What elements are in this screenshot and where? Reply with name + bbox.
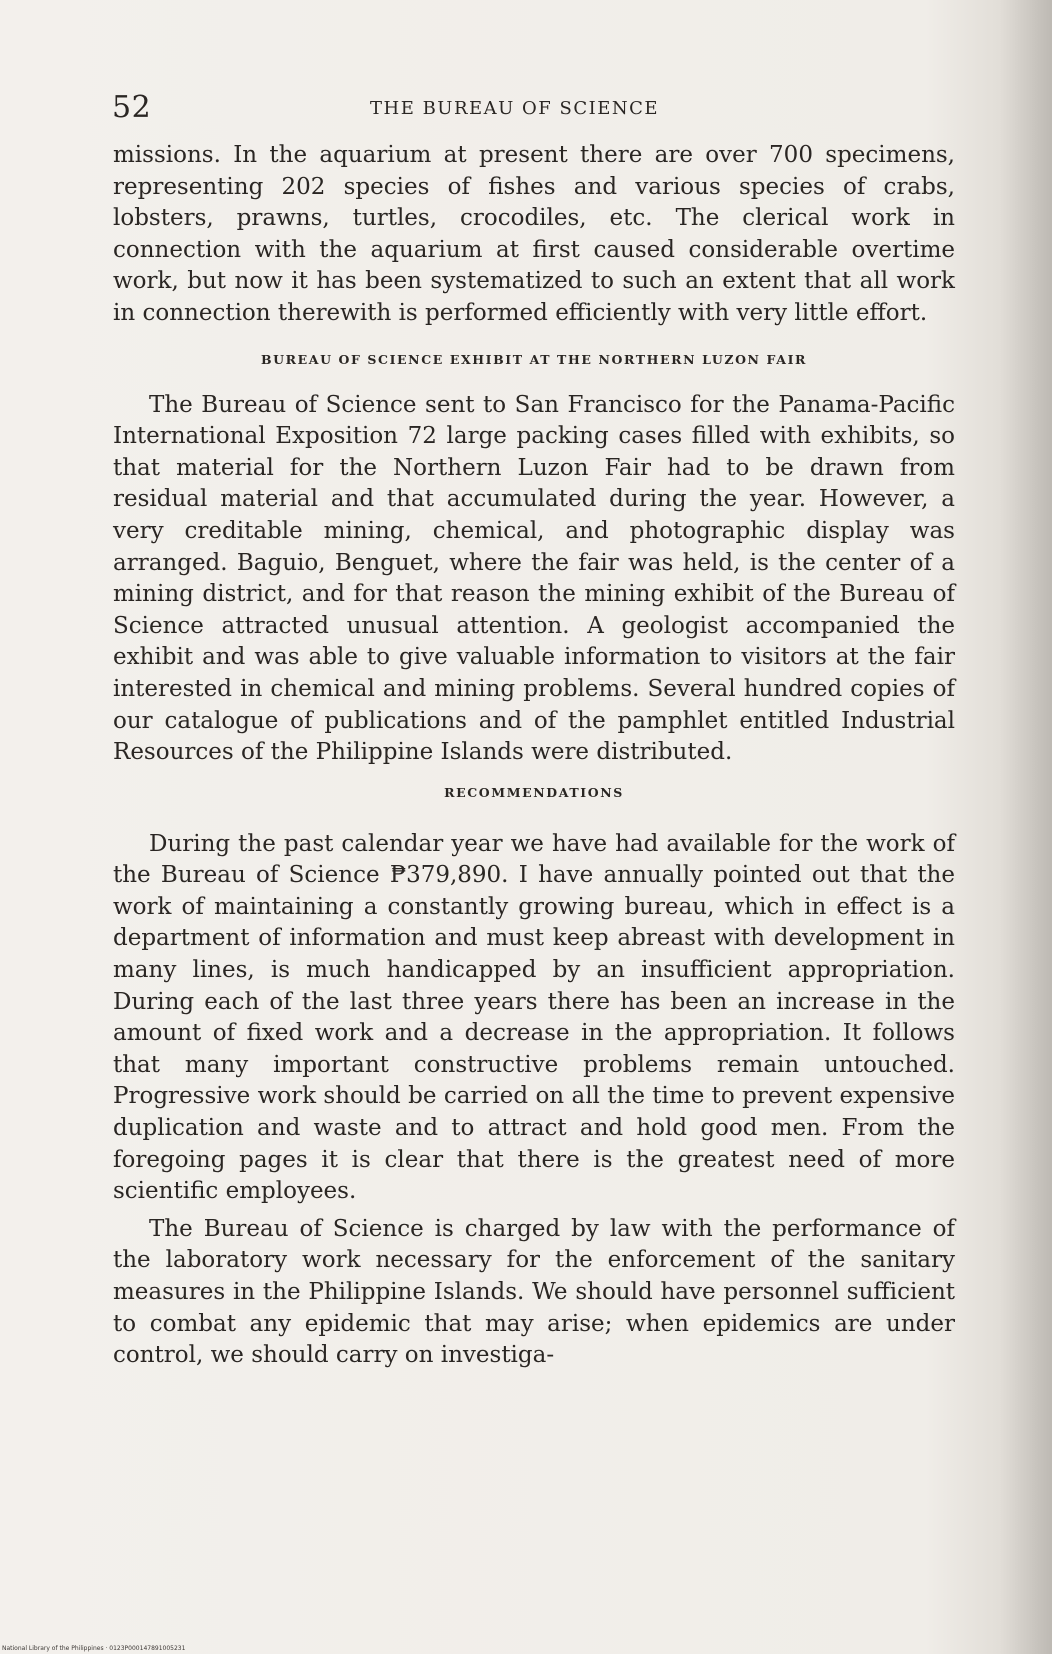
running-title: THE BUREAU OF SCIENCE <box>370 98 660 119</box>
paragraph-exhibit: The Bureau of Science sent to San Francisco for the Panama-Pacific International Exposition 72 large packing cases filled with exhibits, so that material for the Northern Luzon Fair had to be drawn from residual material and that accumulated during the year. However, a very creditable mining, chemical, and photographic display was arranged. Baguio, Benguet, where the fair was held, is the center of a mining district, and for that reason the mining exhibit of the Bureau of Science attracted unusual attention. A geologist accompanied the exhibit and was able to give valuable information to visitors at the fair interested in chemical and mining problems. Several hundred copies of our catalogue of publications and of the pamphlet entitled Industrial Resources of the Philippine Islands were distributed. <box>113 391 955 766</box>
page-header <box>112 88 932 132</box>
section-heading-recommendations: RECOMMENDATIONS <box>444 784 624 800</box>
scan-footer-note: National Library of the Philippines · 0123P000147891005231 <box>2 1645 186 1652</box>
section-heading-exhibit: BUREAU OF SCIENCE EXHIBIT AT THE NORTHERN LUZON FAIR <box>260 351 808 367</box>
paragraph-recommendations: During the past calendar year we have had available for the work of the Bureau of Science ₱379,890. I have annually pointed out that the work of maintaining a constantly growing bureau, which in effect is a department of information and must keep abreast with development in many lines, is much handicapped by an insufficient appropriation. During each of the last three years there has been an increase in the amount of fixed work and a decrease in the appropriation. It follows that many important constructive problems remain untouched. Progressive work should be carried on all the time to prevent expensive duplication and waste and to attract and hold good men. From the foregoing pages it is clear that there is the greatest need of more scientific employees. <box>113 830 955 1205</box>
paragraph-aquarium: missions. In the aquarium at present there are over 700 specimens, representing 202 species of fishes and various species of crabs, lobsters, prawns, turtles, crocodiles, etc. The clerical work in connection with the aquarium at first caused considerable overtime work, but now it has been systematized to such an extent that all work in connection therewith is performed efficiently with very little effort. <box>113 142 955 326</box>
page-number: 52 <box>112 90 152 125</box>
paragraph-sanitary: The Bureau of Science is charged by law with the performance of the laboratory work necessary for the enforcement of the sanitary measures in the Philippine Islands. We should have personnel sufficient to combat any epidemic that may arise; when epidemics are under control, we should carry on investiga- <box>113 1215 955 1369</box>
page-body <box>113 140 955 1372</box>
